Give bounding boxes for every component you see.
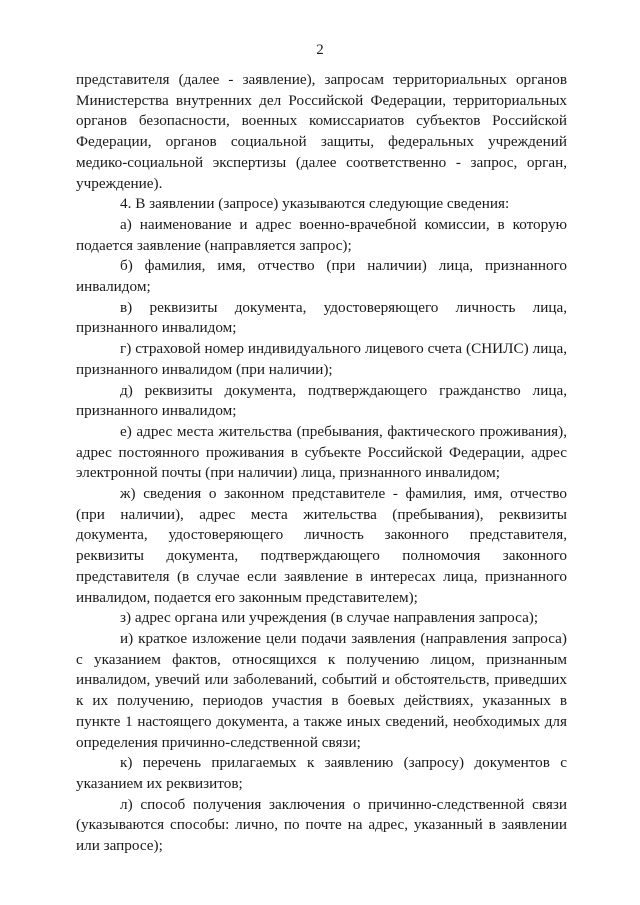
subitem-zh: ж) сведения о законном представителе - фамилия, имя, отчество (при наличии), адрес места жительства (пребывания), реквизиты документа, удостоверяющего личность законного представителя, реквизиты документа, подтверждающего полномочия законного представителя (в случае если заявление в интересах лица, признанного инвалидом, подается его законным представителем); [76, 485, 567, 606]
subitem-g: г) страховой номер индивидуального лицевого счета (СНИЛС) лица, признанного инвалидом (при наличии); [76, 340, 567, 378]
subitem-e: е) адрес места жительства (пребывания, фактического проживания), адрес постоянного проживания в субъекте Российской Федерации, адрес электронной почты (при наличии) лица, признанного инвалидом; [76, 422, 567, 482]
document-body [76, 70, 567, 857]
paragraph-item-4: 4. В заявлении (запросе) указываются следующие сведения: [120, 195, 510, 213]
page-number: 2 [316, 42, 324, 58]
subitem-d: д) реквизиты документа, подтверждающего гражданство лица, признанного инвалидом; [76, 381, 567, 420]
subitem-k: к) перечень прилагаемых к заявлению (запросу) документов с указанием их реквизитов; [76, 754, 567, 792]
subitem-v: в) реквизиты документа, удостоверяющего личность лица, признанного инвалидом; [76, 298, 567, 337]
paragraph-continuation: представителя (далее - заявление), запросам территориальных органов Министерства внутренних дел Российской Федерации, территориальных органов безопасности, военных комиссариатов субъектов Российской Федерации, органов социальной защиты, федеральных учреждений медико-социальной экспертизы (далее соответственно - запрос, орган, учреждение). [76, 71, 567, 192]
subitem-b: б) фамилия, имя, отчество (при наличии) лица, признанного инвалидом; [76, 257, 567, 296]
subitem-a: а) наименование и адрес военно-врачебной комиссии, в которую подается заявление (направляется запрос); [76, 215, 567, 254]
subitem-z: з) адрес органа или учреждения (в случае направления запроса); [120, 609, 539, 627]
subitem-l: л) способ получения заключения о причинно-следственной связи (указываются способы: лично, по почте на адрес, указанный в заявлении или запросе); [76, 795, 567, 855]
subitem-i: и) краткое изложение цели подачи заявления (направления запроса) с указанием фактов, относящихся к получению лицом, признанным инвалидом, увечий или заболеваний, событий и обстоятельств, приведших к их получению, периодов участия в боевых действиях, указанных в пункте 1 настоящего документа, а также иных сведений, необходимых для определения причинно-следственной связи; [76, 629, 567, 751]
